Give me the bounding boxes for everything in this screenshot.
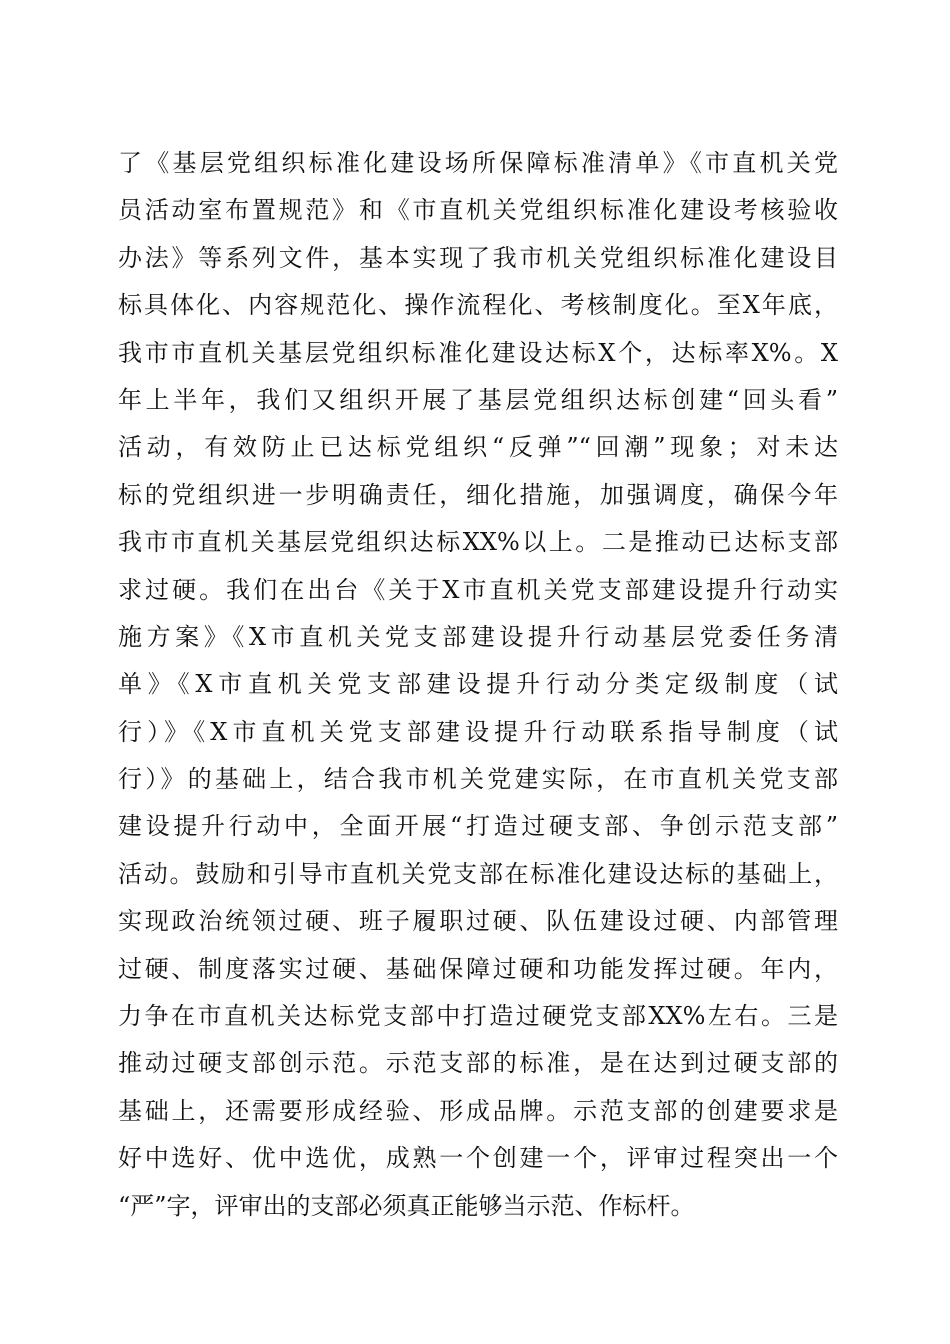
text-line: 施方案》《X市直机关党支部建设提升行动基层党委任务清 [118,622,838,651]
text-line: 员活动室布置规范》和《市直机关党组织标准化建设考核验收 [118,196,838,225]
text-line: 了《基层党组织标准化建设场所保障标准清单》《市直机关党 [118,149,838,177]
text-line: 求过硬。我们在出台《关于X市直机关党支部建设提升行动实 [118,575,838,604]
text-line: 力争在市直机关达标党支部中打造过硬党支部XX%左右。三是 [118,1002,838,1031]
text-line: 活动。鼓励和引导市直机关党支部在标准化建设达标的基础上， [118,859,838,888]
text-line: 建设提升行动中，全面开展“打造过硬支部、争创示范支部” [118,812,838,841]
text-line: 年上半年，我们又组织开展了基层党组织达标创建“回头看” [118,385,838,414]
text-line: 过硬、制度落实过硬、基础保障过硬和功能发挥过硬。年内， [118,954,838,983]
text-line: 好中选好、优中选优，成熟一个创建一个，评审过程突出一个 [118,1144,838,1173]
text-line: 我市市直机关基层党组织标准化建设达标X个，达标率X%。X [118,338,838,367]
text-line: 基础上，还需要形成经验、形成品牌。示范支部的创建要求是 [118,1096,838,1125]
text-line: “严”字，评审出的支部必须真正能够当示范、作标杆。 [118,1191,695,1220]
text-line: 标具体化、内容规范化、操作流程化、考核制度化。至X年底， [118,291,838,320]
text-line: 实现政治统领过硬、班子履职过硬、队伍建设过硬、内部管理 [118,907,838,936]
text-line: 标的党组织进一步明确责任，细化措施，加强调度，确保今年 [118,480,838,509]
text-line: 办法》等系列文件，基本实现了我市机关党组织标准化建设目 [118,243,838,272]
text-line: 行）》《X市直机关党支部建设提升行动联系指导制度（试 [118,717,838,746]
text-line: 活动，有效防止已达标党组织“反弹”“回潮”现象；对未达 [118,433,838,462]
text-line: 行）》的基础上，结合我市机关党建实际，在市直机关党支部 [118,765,838,794]
text-line: 单》《X市直机关党支部建设提升行动分类定级制度（试 [118,670,838,699]
text-line: 推动过硬支部创示范。示范支部的标准，是在达到过硬支部的 [118,1049,838,1078]
body-paragraph [118,140,838,1230]
text-line: 我市市直机关基层党组织达标XX%以上。二是推动已达标支部 [118,528,838,557]
